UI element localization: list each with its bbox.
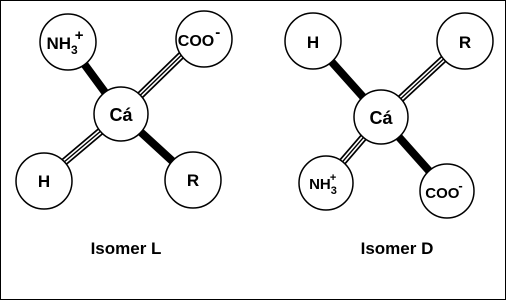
atom-d-bottom-left-label: $NH_3+$ [309,172,337,197]
atom-l-top-right-label: COO- [177,24,221,50]
atom-l-center-label: Cá [109,105,133,125]
atom-d-top-right-label: R [458,33,472,52]
isomer-l [16,11,232,258]
isomer-d [285,13,493,258]
atom-d-top-left-label: H [306,33,320,52]
isomer-diagram [1,1,506,301]
atom-l-bottom-right-label: R [186,171,200,190]
atom-l-top-left-label: $NH_3+$ [46,27,84,57]
atom-d-bottom-right-label: COO- [425,178,463,202]
caption-isomer-d: Isomer D [360,239,434,258]
atom-l-bottom-left-label: H [37,172,51,191]
caption-isomer-l: Isomer L [90,239,162,258]
atom-d-center-label: Cá [369,108,393,128]
